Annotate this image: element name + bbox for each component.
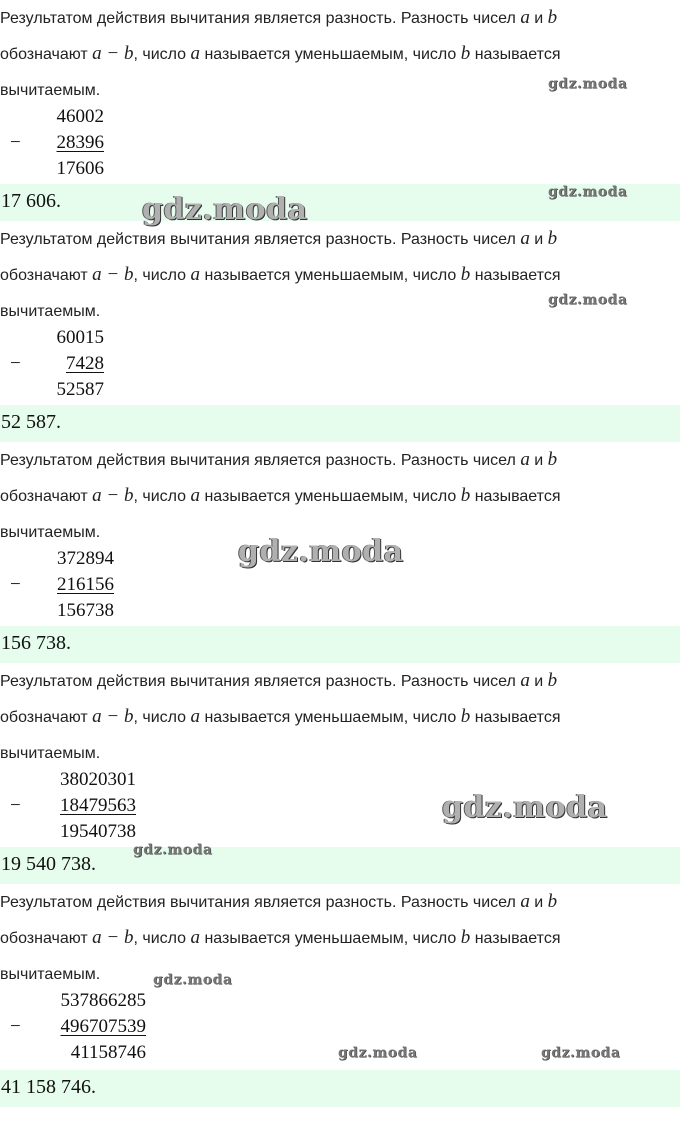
definition-line-2 (0, 486, 560, 507)
text: Результатом действия вычитания является разность. Разность чисел (0, 10, 521, 27)
difference: 156738 (57, 600, 114, 621)
answer: 17 606. (1, 190, 61, 212)
var-b: b (460, 706, 471, 727)
definition-line-3: вычитаемым. (0, 82, 101, 99)
definition-line-2 (0, 44, 560, 65)
text: называется уменьшаемым, число (200, 709, 461, 726)
text: обозначают (0, 488, 93, 505)
definition-line-3: вычитаемым. (0, 745, 101, 762)
var-b: b (547, 7, 558, 28)
text: называется уменьшаемым, число (200, 267, 461, 284)
text: называется уменьшаемым, число (200, 930, 461, 947)
answer-bar (0, 405, 680, 442)
var-a: a (520, 670, 530, 691)
subtrahend: 7428 (66, 353, 104, 374)
answer-bar (0, 847, 680, 884)
difference: 17606 (56, 158, 104, 179)
subtrahend: 18479563 (60, 795, 136, 816)
var-b: b (460, 485, 471, 506)
definition-line-1 (0, 8, 557, 29)
text: и (529, 673, 548, 690)
var-b: b (460, 927, 471, 948)
answer: 52 587. (1, 411, 61, 433)
watermark: gdz.moda (548, 292, 628, 308)
definition-line-3: вычитаемым. (0, 524, 101, 541)
text: называется (470, 267, 561, 284)
expr: a − b (92, 485, 134, 506)
text: , число (133, 709, 191, 726)
column-subtraction (0, 546, 120, 626)
expr: a − b (92, 706, 134, 727)
minuend: 46002 (56, 106, 104, 127)
subtrahend: 28396 (56, 132, 104, 153)
var-a: a (190, 43, 201, 64)
var-a: a (190, 485, 201, 506)
watermark: gdz.moda (338, 1045, 418, 1061)
difference: 52587 (56, 379, 104, 400)
text: называется (470, 488, 561, 505)
var-a: a (520, 891, 530, 912)
watermark: gdz.moda (133, 842, 213, 858)
text: называется (470, 709, 561, 726)
text: называется (470, 46, 561, 63)
answer-bar (0, 1070, 680, 1107)
difference: 19540738 (60, 821, 136, 842)
answer: 156 738. (1, 632, 71, 654)
var-b: b (547, 449, 558, 470)
text: обозначают (0, 709, 93, 726)
expr: a − b (92, 43, 134, 64)
minus-sign: − (10, 353, 21, 374)
text: Результатом действия вычитания является разность. Разность чисел (0, 452, 521, 469)
answer: 41 158 746. (1, 1076, 96, 1098)
definition-line-2 (0, 707, 560, 728)
text: обозначают (0, 267, 93, 284)
watermark: gdz.moda (548, 76, 628, 92)
var-a: a (520, 228, 530, 249)
text: и (529, 894, 548, 911)
column-subtraction (0, 767, 142, 847)
minus-sign: − (10, 574, 21, 595)
watermark: gdz.moda (548, 184, 628, 200)
text: , число (133, 267, 191, 284)
column-subtraction (0, 988, 152, 1068)
difference: 41158746 (70, 1042, 146, 1063)
text: и (529, 10, 548, 27)
text: называется (470, 930, 561, 947)
var-b: b (460, 264, 471, 285)
text: называется уменьшаемым, число (200, 46, 461, 63)
answer-bar (0, 626, 680, 663)
expr: a − b (92, 264, 134, 285)
minuend: 38020301 (60, 769, 136, 790)
var-b: b (460, 43, 471, 64)
definition-line-1 (0, 671, 557, 692)
watermark: gdz.moda (142, 192, 308, 227)
text: , число (133, 930, 191, 947)
var-a: a (520, 7, 530, 28)
minus-sign: − (10, 1016, 21, 1037)
watermark: gdz.moda (442, 790, 608, 825)
text: обозначают (0, 46, 93, 63)
definition-line-3: вычитаемым. (0, 303, 101, 320)
text: Результатом действия вычитания является разность. Разность чисел (0, 673, 521, 690)
subtrahend: 496707539 (60, 1016, 146, 1037)
text: , число (133, 46, 191, 63)
text: и (529, 231, 548, 248)
var-b: b (547, 670, 558, 691)
text: называется уменьшаемым, число (200, 488, 461, 505)
text: , число (133, 488, 191, 505)
watermark: gdz.moda (153, 972, 233, 988)
var-b: b (547, 891, 558, 912)
definition-line-2 (0, 265, 560, 286)
text: Результатом действия вычитания является разность. Разность чисел (0, 231, 521, 248)
text: Результатом действия вычитания является разность. Разность чисел (0, 894, 521, 911)
definition-line-1 (0, 892, 557, 913)
var-a: a (190, 927, 201, 948)
watermark: gdz.moda (238, 534, 404, 569)
subtrahend: 216156 (57, 574, 114, 595)
minuend: 60015 (56, 327, 104, 348)
column-subtraction (0, 104, 110, 184)
minuend: 372894 (57, 548, 114, 569)
definition-line-1 (0, 450, 557, 471)
minus-sign: − (10, 795, 21, 816)
expr: a − b (92, 927, 134, 948)
column-subtraction (0, 325, 110, 405)
watermark: gdz.moda (541, 1045, 621, 1061)
definition-line-2 (0, 928, 560, 949)
var-a: a (190, 264, 201, 285)
minuend: 537866285 (60, 990, 146, 1011)
minus-sign: − (10, 132, 21, 153)
var-a: a (520, 449, 530, 470)
text: обозначают (0, 930, 93, 947)
var-b: b (547, 228, 558, 249)
definition-line-1 (0, 229, 557, 250)
answer: 19 540 738. (1, 853, 96, 875)
definition-line-3: вычитаемым. (0, 966, 101, 983)
var-a: a (190, 706, 201, 727)
text: и (529, 452, 548, 469)
